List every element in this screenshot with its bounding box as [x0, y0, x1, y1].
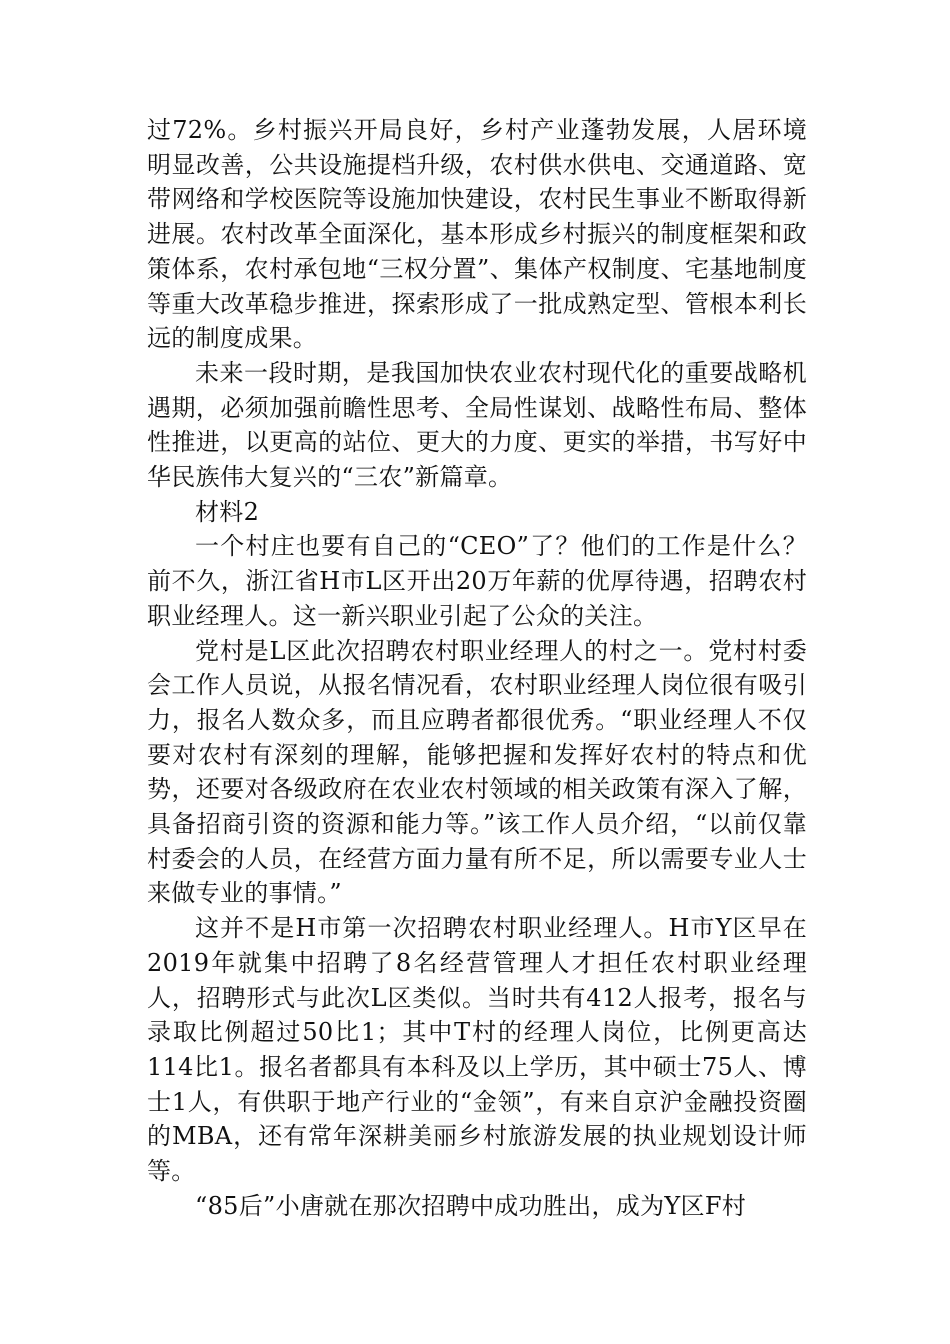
- material-heading: 材料2: [195, 497, 260, 526]
- paragraph-dangcun-recruitment: 党村是L区此次招聘农村职业经理人的村之一。党村村委会工作人员说，从报名情况看，农村职业经理人岗位很有吸引力，报名人数众多，而且应聘者都很优秀。“职业经理人不仅要对农村有深刻的理解，能够把握和发挥好农村的特点和优势，还要对各级政府在农业农村领域的相关政策有深入了解，具备招商引资的资源和能力等。”该工作人员介绍，“以前仅靠村委会的人员，在经营方面力量有所不足，所以需要专业人士来做专业的事情。”: [147, 636, 807, 908]
- paragraph-rural-revitalization-results: 过72%。乡村振兴开局良好，乡村产业蓬勃发展，人居环境明显改善，公共设施提档升级，农村供水供电、交通道路、宽带网络和学校医院等设施加快建设，农村民生事业不断取得新进展。农村改革全面深化，基本形成乡村振兴的制度框架和政策体系，农村承包地“三权分置”、集体产权制度、宅基地制度等重大改革稳步推进，探索形成了一批成熟定型、管根本利长远的制度成果。: [147, 116, 807, 353]
- paragraph-future-strategy: 未来一段时期，是我国加快农业农村现代化的重要战略机遇期，必须加强前瞻性思考、全局性谋划、战略性布局、整体性推进，以更高的站位、更大的力度、更实的举措，书写好中华民族伟大复兴的“三农”新篇章。: [147, 358, 807, 492]
- paragraph-y-district-history: 这并不是H市第一次招聘农村职业经理人。H市Y区早在2019年就集中招聘了8名经营管理人才担任农村职业经理人，招聘形式与此次L区类似。当时共有412人报考，报名与录取比例超过50比1；其中T村的经理人岗位，比例更高达114比1。报名者都具有本科及以上学历，其中硕士75人、博士1人，有供职于地产行业的“金领”，有来自京沪金融投资圈的MBA，还有常年深耕美丽乡村旅游发展的执业规划设计师等。: [147, 914, 807, 1186]
- body-text: [147, 113, 807, 1224]
- paragraph-xiao-tang: “85后”小唐就在那次招聘中成功胜出，成为Y区F村: [195, 1191, 747, 1220]
- paragraph-village-ceo-intro: 一个村庄也要有自己的“CEO”了？他们的工作是什么？前不久，浙江省H市L区开出20万年薪的优厚待遇，招聘农村职业经理人。这一新兴职业引起了公众的关注。: [147, 532, 807, 630]
